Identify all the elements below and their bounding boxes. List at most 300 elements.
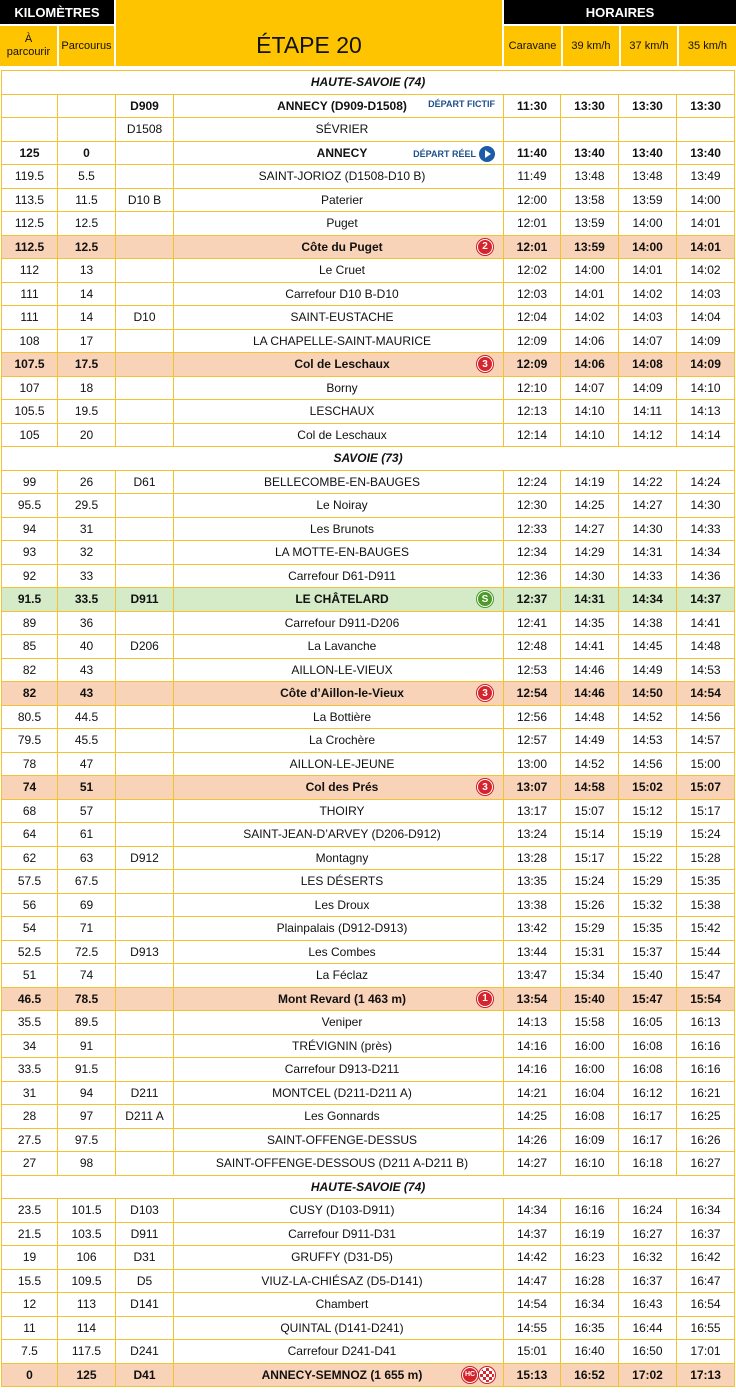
location-name	[174, 870, 504, 894]
road-number	[116, 964, 174, 988]
road-number	[116, 1081, 174, 1105]
time-39kmh-text: 13:59	[574, 239, 605, 254]
time-35kmh	[677, 400, 735, 424]
location-name-text: BELLECOMBE-EN-BAUGES	[263, 474, 421, 489]
time-caravane-text: 12:00	[516, 192, 548, 207]
km-parcourus	[58, 611, 116, 635]
header-speed-39: 39 km/h	[563, 26, 619, 66]
time-39kmh-text: 13:48	[574, 169, 605, 184]
time-caravane-text: 14:27	[516, 1156, 548, 1171]
km-a-parcourir	[2, 94, 58, 118]
time-caravane	[504, 188, 561, 212]
time-39kmh	[561, 235, 619, 259]
km-parcourus-text: 67.5	[74, 874, 99, 889]
time-caravane	[504, 1246, 561, 1270]
time-37kmh-text: 15:19	[632, 827, 663, 842]
km-a-parcourir	[2, 118, 58, 142]
time-35kmh	[677, 776, 735, 800]
road-number	[116, 400, 174, 424]
time-35kmh	[677, 212, 735, 236]
time-caravane	[504, 870, 561, 894]
time-39kmh	[561, 306, 619, 330]
road-number	[116, 611, 174, 635]
location-name	[174, 235, 504, 259]
depart-fictif-tag	[428, 99, 495, 109]
road-number-text: D5	[136, 1273, 153, 1288]
location-name-text: SAINT-OFFENGE-DESSUS	[266, 1132, 418, 1147]
km-a-parcourir-text: 52.5	[17, 944, 42, 959]
km-parcourus	[58, 541, 116, 565]
time-caravane	[504, 376, 561, 400]
time-35kmh-text: 16:37	[690, 1226, 721, 1241]
road-number	[116, 1316, 174, 1340]
location-name-text: AILLON-LE-VIEUX	[291, 662, 393, 677]
table-row	[2, 329, 735, 353]
table-row	[2, 588, 735, 612]
time-caravane-text: 13:24	[516, 827, 548, 842]
time-37kmh-text: 13:48	[632, 169, 663, 184]
table-row	[2, 376, 735, 400]
time-caravane	[504, 1058, 561, 1082]
time-caravane-text: 13:42	[516, 921, 548, 936]
time-37kmh	[619, 1034, 677, 1058]
location-name	[174, 1199, 504, 1223]
time-39kmh	[561, 658, 619, 682]
time-39kmh	[561, 846, 619, 870]
km-a-parcourir	[2, 1152, 58, 1176]
time-35kmh-text: 14:13	[690, 404, 721, 419]
time-35kmh	[677, 917, 735, 941]
road-number	[116, 94, 174, 118]
km-a-parcourir-text: 27.5	[17, 1132, 42, 1147]
time-39kmh	[561, 870, 619, 894]
time-35kmh	[677, 494, 735, 518]
location-name-text: Carrefour D10 B-D10	[285, 286, 399, 301]
time-caravane-text: 14:16	[516, 1062, 548, 1077]
km-a-parcourir	[2, 1363, 58, 1387]
time-37kmh-text: 14:07	[632, 333, 663, 348]
time-39kmh	[561, 423, 619, 447]
table-row	[2, 118, 735, 142]
table-row	[2, 729, 735, 753]
time-caravane-text: 12:01	[516, 216, 548, 231]
km-parcourus-text: 20	[79, 427, 94, 442]
time-35kmh-text: 16:34	[690, 1203, 721, 1218]
table-row	[2, 282, 735, 306]
time-caravane	[504, 1081, 561, 1105]
location-name	[174, 588, 504, 612]
time-caravane	[504, 987, 561, 1011]
time-35kmh-text: 14:09	[690, 357, 721, 372]
km-parcourus-text: 103.5	[71, 1226, 102, 1241]
road-number-text: D211	[130, 1085, 159, 1100]
time-caravane	[504, 118, 561, 142]
time-caravane-text: 14:42	[516, 1250, 548, 1265]
km-a-parcourir	[2, 1340, 58, 1364]
road-number	[116, 470, 174, 494]
road-number-text: D1508	[126, 122, 163, 137]
time-39kmh	[561, 1105, 619, 1129]
table-row	[2, 564, 735, 588]
time-39kmh-text: 16:28	[574, 1273, 605, 1288]
time-caravane	[504, 1034, 561, 1058]
time-37kmh	[619, 1058, 677, 1082]
table-row	[2, 846, 735, 870]
time-37kmh	[619, 870, 677, 894]
km-parcourus	[58, 1058, 116, 1082]
header-a-parcourir: À parcourir	[0, 26, 57, 66]
table-row	[2, 752, 735, 776]
km-parcourus-text: 31	[79, 521, 94, 536]
location-name	[174, 1316, 504, 1340]
location-name	[174, 141, 504, 165]
location-name	[174, 799, 504, 823]
time-35kmh-text: 14:37	[690, 592, 721, 607]
km-a-parcourir	[2, 1222, 58, 1246]
header-caravane: Caravane	[504, 26, 561, 66]
table-row	[2, 682, 735, 706]
location-name-text: Côte d’Aillon-le-Vieux	[280, 686, 404, 701]
km-a-parcourir-text: 21.5	[17, 1226, 42, 1241]
location-name-text: La Lavanche	[307, 639, 377, 654]
km-a-parcourir	[2, 1011, 58, 1035]
time-caravane-text: 14:55	[516, 1320, 548, 1335]
time-caravane-text: 13:38	[516, 897, 548, 912]
time-37kmh-text: 15:37	[632, 944, 663, 959]
table-row	[2, 893, 735, 917]
time-39kmh-text: 16:04	[574, 1085, 605, 1100]
time-39kmh-text: 14:10	[574, 427, 605, 442]
km-parcourus-text: 125	[76, 1367, 97, 1382]
km-a-parcourir-text: 95.5	[17, 498, 42, 513]
km-parcourus-text: 101.5	[71, 1203, 102, 1218]
time-caravane-text: 14:16	[516, 1038, 548, 1053]
road-number	[116, 188, 174, 212]
time-caravane-text: 12:36	[516, 568, 548, 583]
road-number-text: D10	[133, 310, 156, 325]
location-name	[174, 1034, 504, 1058]
location-name-text: Les Droux	[314, 897, 370, 912]
km-parcourus	[58, 353, 116, 377]
time-caravane	[504, 141, 561, 165]
time-37kmh	[619, 1293, 677, 1317]
climb-category-icon: 3	[477, 356, 493, 372]
km-parcourus	[58, 635, 116, 659]
time-39kmh	[561, 588, 619, 612]
time-37kmh	[619, 705, 677, 729]
time-37kmh	[619, 470, 677, 494]
time-39kmh-text: 14:10	[574, 404, 605, 419]
time-37kmh	[619, 188, 677, 212]
km-parcourus-text: 12.5	[74, 216, 99, 231]
road-number	[116, 752, 174, 776]
km-parcourus-text: 69	[79, 897, 94, 912]
location-name-text: Les Gonnards	[304, 1109, 380, 1124]
time-39kmh	[561, 1034, 619, 1058]
location-name-text: SAINT-EUSTACHE	[290, 310, 394, 325]
time-37kmh-text: 14:12	[632, 427, 663, 442]
road-number	[116, 423, 174, 447]
time-37kmh-text: 14:00	[632, 239, 663, 254]
km-parcourus	[58, 1340, 116, 1364]
km-parcourus-text: 11.5	[75, 192, 98, 207]
km-parcourus-text: 40	[79, 639, 94, 654]
time-caravane-text: 12:53	[516, 662, 548, 677]
km-a-parcourir	[2, 870, 58, 894]
time-35kmh-text: 16:55	[690, 1320, 721, 1335]
time-39kmh-text: 14:46	[574, 686, 605, 701]
time-caravane	[504, 212, 561, 236]
location-name	[174, 329, 504, 353]
time-caravane	[504, 165, 561, 189]
km-parcourus	[58, 729, 116, 753]
km-parcourus	[58, 1128, 116, 1152]
location-name-text: Chambert	[315, 1297, 369, 1312]
time-caravane	[504, 917, 561, 941]
km-a-parcourir	[2, 1034, 58, 1058]
time-caravane	[504, 1363, 561, 1387]
time-caravane-text: 12:09	[516, 357, 548, 372]
road-number	[116, 1246, 174, 1270]
time-39kmh	[561, 823, 619, 847]
time-37kmh	[619, 235, 677, 259]
time-37kmh	[619, 1269, 677, 1293]
km-parcourus-text: 47	[79, 756, 94, 771]
time-caravane-text: 13:07	[516, 780, 548, 795]
time-39kmh-text: 14:07	[574, 380, 605, 395]
time-37kmh-text: 14:45	[632, 639, 663, 654]
km-parcourus-text: 32	[79, 545, 94, 560]
time-39kmh	[561, 1222, 619, 1246]
time-35kmh	[677, 1340, 735, 1364]
time-35kmh-text: 14:41	[690, 615, 721, 630]
table-row	[2, 1011, 735, 1035]
table-row	[2, 1316, 735, 1340]
time-37kmh-text: 14:27	[632, 498, 663, 513]
time-35kmh-text: 17:01	[690, 1344, 721, 1359]
time-35kmh	[677, 353, 735, 377]
section-title: SAVOIE (73)	[2, 447, 735, 471]
time-37kmh	[619, 846, 677, 870]
location-name-text: La Crochère	[308, 733, 376, 748]
km-parcourus-text: 91.5	[74, 1062, 99, 1077]
time-35kmh-text: 14:01	[690, 239, 721, 254]
time-37kmh-text: 14:01	[632, 263, 663, 278]
location-name-text: ANNECY	[316, 145, 368, 160]
road-number	[116, 635, 174, 659]
time-35kmh	[677, 1246, 735, 1270]
km-parcourus-text: 91	[79, 1038, 94, 1053]
time-35kmh-text: 15:00	[690, 756, 721, 771]
road-number	[116, 212, 174, 236]
time-35kmh	[677, 705, 735, 729]
table-row	[2, 1105, 735, 1129]
km-a-parcourir	[2, 846, 58, 870]
time-37kmh-text: 14:09	[632, 380, 663, 395]
time-35kmh-text: 14:00	[690, 192, 721, 207]
location-name	[174, 846, 504, 870]
time-35kmh	[677, 1058, 735, 1082]
time-35kmh-text: 16:21	[690, 1085, 721, 1100]
km-parcourus	[58, 823, 116, 847]
time-caravane-text: 12:10	[516, 380, 548, 395]
km-a-parcourir	[2, 517, 58, 541]
km-parcourus-text: 117.5	[71, 1344, 102, 1359]
km-a-parcourir	[2, 564, 58, 588]
time-37kmh	[619, 823, 677, 847]
time-35kmh-text: 14:57	[690, 733, 721, 748]
km-a-parcourir-text: 107.5	[14, 357, 45, 372]
km-parcourus-text: 12.5	[74, 239, 99, 254]
km-a-parcourir-text: 23.5	[17, 1203, 42, 1218]
time-37kmh-text: 15:29	[632, 874, 663, 889]
time-37kmh	[619, 165, 677, 189]
time-35kmh	[677, 1152, 735, 1176]
time-37kmh	[619, 752, 677, 776]
time-37kmh	[619, 306, 677, 330]
km-parcourus	[58, 165, 116, 189]
time-35kmh	[677, 188, 735, 212]
time-39kmh-text: 14:06	[574, 333, 605, 348]
road-number	[116, 1011, 174, 1035]
time-caravane	[504, 1011, 561, 1035]
km-a-parcourir	[2, 1246, 58, 1270]
km-a-parcourir	[2, 799, 58, 823]
km-parcourus-text: 45.5	[74, 733, 99, 748]
table-row	[2, 188, 735, 212]
time-37kmh-text: 15:35	[632, 921, 663, 936]
table-row	[2, 165, 735, 189]
km-parcourus	[58, 329, 116, 353]
km-parcourus-text: 97	[79, 1109, 94, 1124]
time-37kmh	[619, 588, 677, 612]
climb-category-icon: 2	[477, 239, 493, 255]
time-caravane	[504, 964, 561, 988]
km-a-parcourir-text: 27	[22, 1156, 37, 1171]
time-39kmh	[561, 1128, 619, 1152]
time-35kmh	[677, 376, 735, 400]
km-parcourus-text: 5.5	[78, 169, 95, 184]
km-a-parcourir-text: 93	[22, 545, 37, 560]
time-39kmh	[561, 611, 619, 635]
location-name	[174, 376, 504, 400]
location-name-text: Carrefour D241-D41	[287, 1344, 397, 1359]
time-35kmh-text: 17:13	[690, 1367, 721, 1382]
location-name-text: VIUZ-LA-CHIÉSAZ (D5-D141)	[261, 1273, 423, 1288]
time-37kmh-text: 16:17	[632, 1109, 663, 1124]
time-35kmh-text: 16:13	[690, 1015, 721, 1030]
location-name	[174, 423, 504, 447]
time-35kmh	[677, 1316, 735, 1340]
road-number	[116, 870, 174, 894]
time-37kmh-text: 14:34	[632, 592, 663, 607]
km-a-parcourir-text: 91.5	[17, 592, 42, 607]
time-35kmh-text: 14:24	[690, 474, 721, 489]
time-caravane	[504, 1293, 561, 1317]
km-a-parcourir	[2, 588, 58, 612]
time-39kmh	[561, 517, 619, 541]
time-35kmh-text: 16:47	[690, 1273, 721, 1288]
km-parcourus	[58, 1105, 116, 1129]
time-39kmh-text: 14:46	[574, 662, 605, 677]
km-parcourus-text: 109.5	[71, 1273, 102, 1288]
time-caravane-text: 12:57	[516, 733, 548, 748]
depart-reel-tag	[413, 146, 495, 162]
time-caravane-text: 12:04	[516, 310, 548, 325]
km-parcourus	[58, 705, 116, 729]
location-name	[174, 1293, 504, 1317]
location-name	[174, 776, 504, 800]
time-39kmh	[561, 635, 619, 659]
location-name-text: Plainpalais (D912-D913)	[276, 921, 408, 936]
time-39kmh-text: 15:17	[574, 850, 605, 865]
time-37kmh	[619, 564, 677, 588]
table-row	[2, 1081, 735, 1105]
time-39kmh-text: 16:23	[574, 1250, 605, 1265]
location-name-text: AILLON-LE-JEUNE	[289, 756, 395, 771]
time-39kmh	[561, 1152, 619, 1176]
km-a-parcourir	[2, 635, 58, 659]
time-caravane-text: 15:13	[516, 1367, 548, 1382]
time-39kmh	[561, 118, 619, 142]
km-parcourus	[58, 1222, 116, 1246]
time-37kmh-text: 15:40	[632, 968, 663, 983]
time-caravane-text: 12:37	[516, 592, 548, 607]
time-35kmh	[677, 1293, 735, 1317]
km-parcourus-text: 43	[79, 686, 94, 701]
time-caravane-text: 14:47	[516, 1273, 548, 1288]
km-parcourus	[58, 470, 116, 494]
time-39kmh	[561, 1011, 619, 1035]
location-name	[174, 1152, 504, 1176]
time-37kmh	[619, 329, 677, 353]
time-37kmh	[619, 94, 677, 118]
road-number	[116, 1128, 174, 1152]
location-name	[174, 611, 504, 635]
time-37kmh-text: 15:47	[632, 991, 663, 1006]
road-number-text: D61	[133, 474, 156, 489]
km-a-parcourir-text: 31	[22, 1085, 37, 1100]
time-35kmh-text: 15:54	[690, 991, 721, 1006]
road-number	[116, 987, 174, 1011]
time-37kmh	[619, 1011, 677, 1035]
time-35kmh-text: 15:35	[690, 874, 721, 889]
road-number-text: D41	[133, 1367, 156, 1382]
table-row	[2, 470, 735, 494]
time-39kmh	[561, 470, 619, 494]
time-caravane	[504, 1152, 561, 1176]
time-37kmh-text: 14:38	[632, 615, 663, 630]
time-caravane-text: 13:35	[516, 874, 548, 889]
road-number	[116, 1340, 174, 1364]
time-37kmh-text: 16:24	[632, 1203, 663, 1218]
table-row	[2, 799, 735, 823]
time-caravane-text: 14:13	[516, 1015, 548, 1030]
km-a-parcourir-text: 112.5	[14, 239, 45, 254]
location-name-text: LA CHAPELLE-SAINT-MAURICE	[252, 333, 432, 348]
time-39kmh	[561, 1363, 619, 1387]
time-35kmh	[677, 987, 735, 1011]
km-parcourus	[58, 235, 116, 259]
time-caravane-text: 13:44	[516, 944, 548, 959]
time-caravane-text: 11:49	[517, 169, 547, 184]
time-37kmh	[619, 400, 677, 424]
location-name-text: QUINTAL (D141-D241)	[280, 1320, 404, 1335]
header-speed-35: 35 km/h	[679, 26, 736, 66]
km-parcourus-text: 74	[79, 968, 94, 983]
time-37kmh-text: 16:44	[632, 1320, 663, 1335]
timetable	[1, 70, 735, 1387]
